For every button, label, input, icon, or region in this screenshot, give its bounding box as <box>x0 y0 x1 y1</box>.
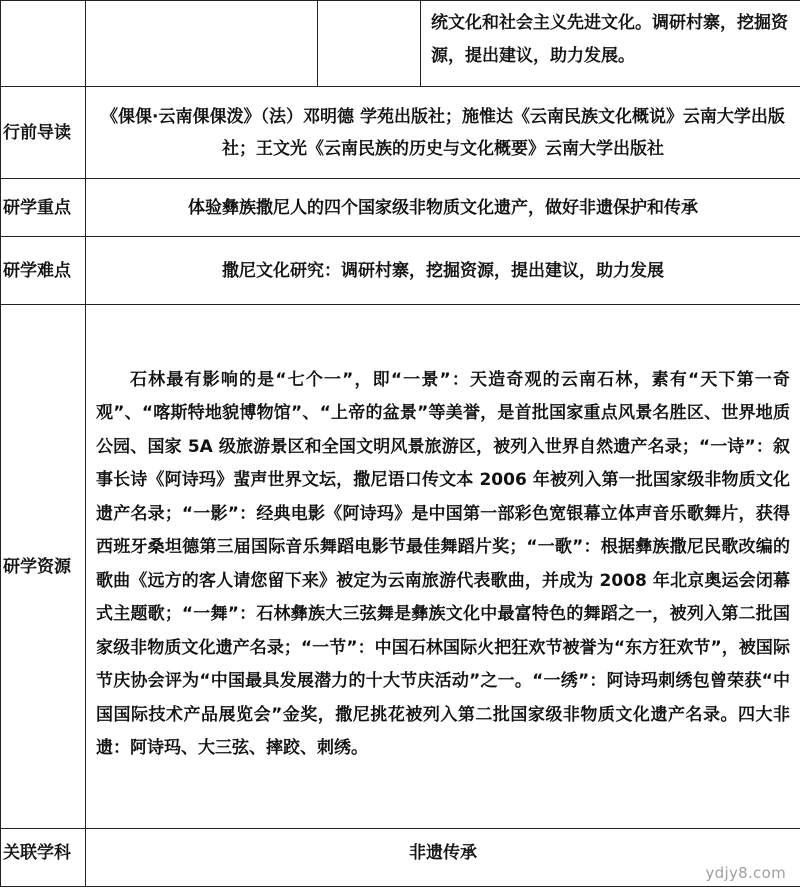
resources-row <box>1 305 800 829</box>
pre-reading-row <box>1 87 800 179</box>
difficulty-label: 研学难点 <box>1 237 86 305</box>
related-subject-row <box>1 829 800 887</box>
top-mid-right-cell <box>318 1 421 87</box>
top-continuation-row <box>1 1 800 87</box>
resources-label: 研学资源 <box>1 305 86 829</box>
resources-text: 石林最有影响的是“七个一”，即“一景”：天造奇观的云南石林，素有“天下第一奇观”、“喀斯特地貌博物馆”、“上帝的盆景”等美誉，是首批国家重点风景名胜区、世界地质公园、国家 5A 级旅游景区和全国文明风景旅游区，被列入世界自然遗产名录；“一诗”：叙事长诗《阿诗玛》蜚声世界文坛，撒尼语口传文本 2006 年被列入第一批国家级非物质文化遗产名录；“一影”：经典电影《阿诗玛》是中国第一部彩色宽银幕立体声音乐歌舞片，获得西班牙桑坦德第三届国际音乐舞蹈电影节最佳舞蹈片奖；“一歌”：根据彝族撒尼民歌改编的歌曲《远方的客人请您留下来》被定为云南旅游代表歌曲，并成为 2008 年北京奥运会闭幕式主题歌；“一舞”：石林彝族大三弦舞是彝族文化中最富特色的舞蹈之一，被列入第二批国家级非物质文化遗产名录；“一节”：中国石林国际火把狂欢节被誉为“东方狂欢节”，被国际节庆协会评为“中国最具发展潜力的十大节庆活动”之一。“一绣”：阿诗玛刺绣包曾荣获“中国国际技术产品展览会”金奖，撒尼挑花被列入第二批国家级非物质文化遗产名录。四大非遗：阿诗玛、大三弦、摔跤、刺绣。 <box>86 305 800 829</box>
top-middle-cell <box>86 1 318 87</box>
key-point-label: 研学重点 <box>1 179 86 237</box>
key-point-row <box>1 179 800 237</box>
difficulty-row <box>1 237 800 305</box>
related-subject-text: 非遗传承 <box>86 829 800 887</box>
pre-reading-text: 《倮倮·云南倮倮泼》（法）邓明德 学苑出版社；施惟达《云南民族文化概说》云南大学出版社；王文光《云南民族的历史与文化概要》云南大学出版社 <box>86 87 800 179</box>
top-row-text: 统文化和社会主义先进文化。调研村寨，挖掘资源，提出建议，助力发展。 <box>421 1 800 87</box>
pre-reading-label: 行前导读 <box>1 87 86 179</box>
difficulty-text: 撒尼文化研究：调研村寨，挖掘资源，提出建议，助力发展 <box>86 237 800 305</box>
related-subject-label: 关联学科 <box>1 829 86 887</box>
key-point-text: 体验彝族撒尼人的四个国家级非物质文化遗产，做好非遗保护和传承 <box>86 179 800 237</box>
watermark-text: ydjy8.com <box>705 864 786 882</box>
top-left-cell <box>1 1 86 87</box>
